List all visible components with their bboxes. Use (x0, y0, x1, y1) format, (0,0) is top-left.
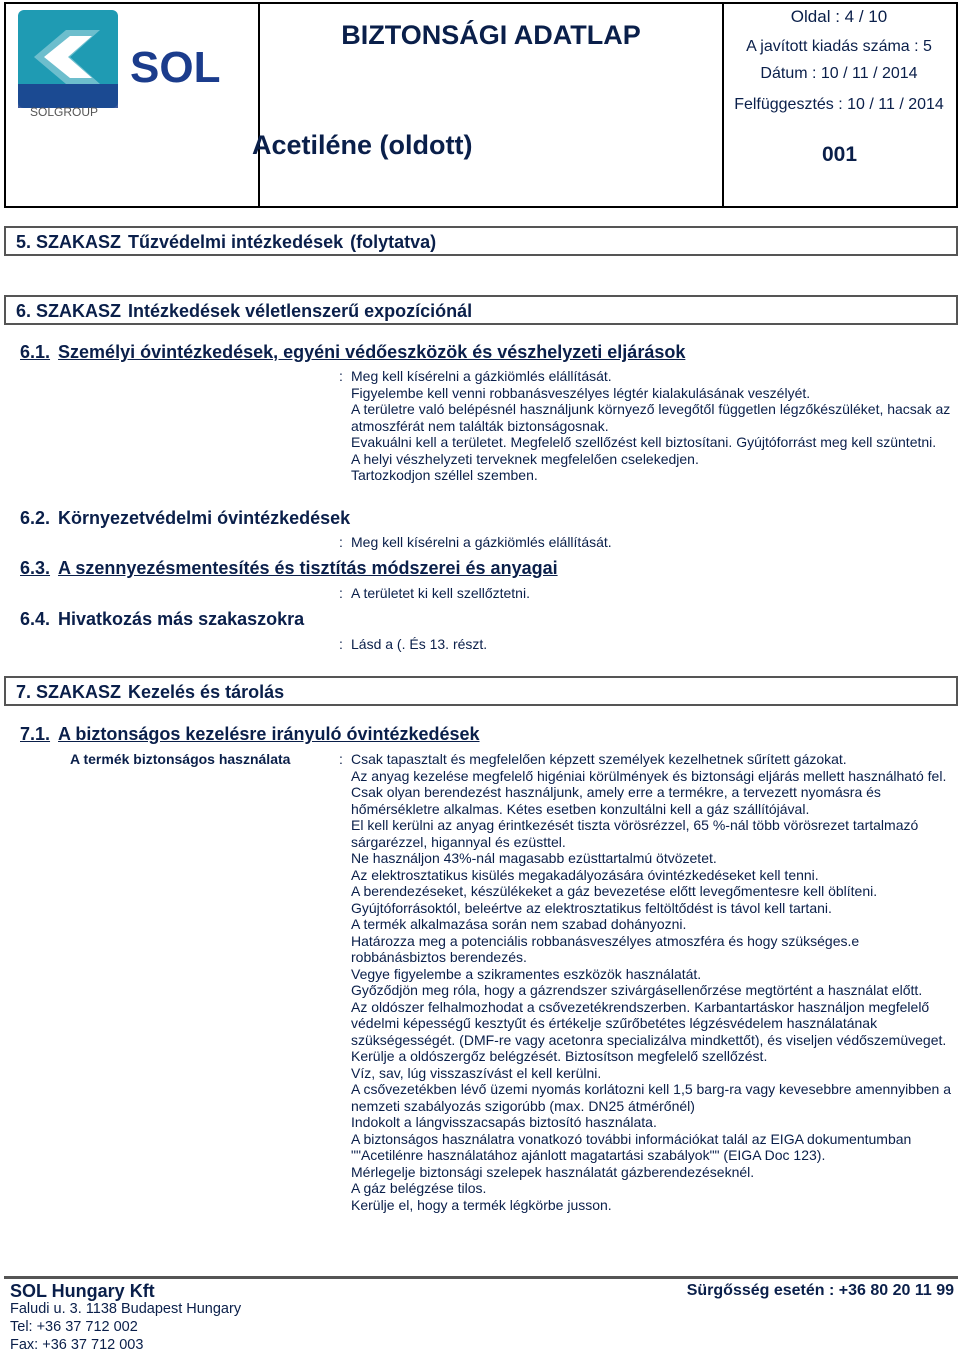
subsection-6-2-colon: : (339, 534, 343, 550)
section-6-bar (4, 295, 958, 325)
revision-number: A javított kiadás száma : 5 (746, 38, 932, 55)
text-line: Tartozkodjon széllel szemben. (351, 467, 538, 483)
logo-text: SOL (130, 43, 221, 92)
text-line: A biztonságos használatra vonatkozó további információkat talál az EIGA dokumentumban ""Acetilénre használatához ajánlott magatartási szabályok"" (EIGA Doc 123). (351, 1130, 912, 1163)
text-line: Mérlegelje biztonsági szelepek használatát gázberendezéseknél. (351, 1163, 755, 1180)
text-line: Csak olyan berendezést használjunk, amely erre a termékre, a tervezett nyomásra és hőmérsékletre alkalmas. Kétes esetben konzultálni kell a gáz szállítójával. (351, 784, 881, 817)
text-line: A csővezetékben lévő üzemi nyomás korlátozni kell 1,5 barg-ra vagy kevesebbre amennyibben a nemzeti szabályozás szigorúbb (max. DN25 átmérőnél) (351, 1081, 951, 1114)
text-line: Víz, sav, lúg visszaszívást el kell kerülni. (351, 1064, 602, 1081)
subsection-6-4-colon: : (339, 636, 343, 652)
text-line: Határozza meg a potenciális robbanásveszélyes atmoszféra és hogy szükséges.e robbánásbiztos berendezés. (351, 932, 860, 965)
product-code: 001 (822, 143, 858, 166)
text-line: Evakuálni kell a területet. Megfelelő szellőzést kell biztosítani. Gyújtóforrást meg kell szüntetni. (351, 434, 937, 450)
sol-logo (4, 2, 254, 202)
subsection-6-2-number: 6.2. (20, 508, 51, 528)
section-5-suffix: (folytatva) (350, 232, 437, 252)
subsection-6-1-text (351, 368, 951, 484)
subsection-6-4-title: Hivatkozás más szakaszokra (58, 609, 305, 629)
subsection-7-1-title: A biztonságos kezelésre irányuló óvintézkedések (58, 724, 480, 744)
page-number: Oldal : 4 / 10 (790, 7, 888, 26)
document-title: BIZTONSÁGI ADATLAP (341, 20, 641, 50)
text-line: Az anyag kezelése megfelelő higéniai körülmények és biztonsági eljárás mellett használható fel. (351, 767, 947, 784)
text-line: El kell kerülni az anyag érintkezését tiszta vörösrézzel, 65 %-nál több vörösrezet tartalmazó sárgarézzel, higannyal és ezüsttel. (351, 817, 919, 850)
logo-subtext: SOLGROUP (30, 105, 99, 119)
text-line: A termék alkalmazása során nem szabad dohányozni. (351, 916, 687, 932)
section-7-bar (4, 676, 958, 706)
section-6-title: Intézkedések véletlenszerű expozíciónál (128, 301, 473, 321)
product-name: Acetiléne (oldott) (252, 130, 473, 160)
section-5-number: 5. SZAKASZ (16, 232, 122, 252)
text-line: Ne használjon 43%-nál magasabb ezüsttartalmú ötvözetet. (351, 850, 717, 866)
section-5-bar (4, 226, 958, 256)
subsection-6-2-heading (20, 508, 350, 529)
subsection-6-1-heading (20, 342, 685, 363)
logo-cell (4, 2, 260, 208)
text-line: Figyelembe kell venni robbanásveszélyes légtér kialakulásának veszélyét. (351, 384, 811, 401)
text-line: Csak tapasztalt és megfelelően képzett személyek kezelhetnek sűrített gázokat. (351, 751, 847, 767)
section-7-number: 7. SZAKASZ (16, 682, 122, 702)
text-line: Meg kell kísérelni a gázkiömlés elállítását. (351, 368, 612, 384)
text-line: Az elektrosztatikus kisülés megakadályozására óvintézkedéseket kell tenni. (351, 866, 819, 883)
section-5-title: Tűzvédelmi intézkedések (128, 232, 344, 252)
supersedes-date: Felfüggesztés : 10 / 11 / 2014 (734, 96, 944, 113)
subsection-7-1-text (351, 751, 951, 1213)
footer-fax: Fax: +36 37 712 003 (10, 1337, 144, 1353)
text-line: A gáz belégzése tilos. (351, 1180, 487, 1196)
revision-date: Dátum : 10 / 11 / 2014 (760, 65, 918, 82)
text-line: Kerülje el, hogy a termék légkörbe jusson. (351, 1196, 612, 1213)
subsection-6-3-text: A területet ki kell szellőztetni. (351, 585, 530, 601)
footer-emergency: Sürgősség esetén : +36 80 20 11 99 (686, 1282, 954, 1299)
subsection-7-1-heading (20, 724, 480, 745)
subsection-6-3-title: A szennyezésmentesítés és tisztítás módszerei és anyagai (58, 558, 558, 578)
footer-company: SOL Hungary Kft (10, 1281, 155, 1301)
footer-tel: Tel: +36 37 712 002 (10, 1319, 138, 1335)
footer-divider (4, 1276, 958, 1279)
text-line: A berendezéseket, készülékeket a gáz bevezetése előtt levegőmentesre kell öblíteni. (351, 883, 878, 899)
subsection-6-4-text: Lásd a (. És 13. részt. (351, 636, 488, 652)
section-7-title: Kezelés és tárolás (128, 682, 285, 702)
subsection-7-1-colon: : (339, 751, 343, 767)
subsection-6-3-colon: : (339, 585, 343, 601)
subsection-6-1-title: Személyi óvintézkedések, egyéni védőeszközök és vészhelyzeti eljárások (58, 342, 686, 362)
subsection-6-4-heading (20, 609, 304, 630)
subsection-7-1-number: 7.1. (20, 724, 51, 744)
safe-use-label: A termék biztonságos használata (70, 751, 291, 767)
text-line: Indokolt a lángvisszacsapás biztosító használata. (351, 1114, 657, 1130)
subsection-6-3-heading (20, 558, 558, 579)
text-line: A helyi vészhelyzeti terveknek megfelelően cselekedjen. (351, 450, 699, 467)
subsection-6-1-number: 6.1. (20, 342, 51, 362)
subsection-6-3-number: 6.3. (20, 558, 51, 578)
text-line: Győződjön meg róla, hogy a gázrendszer szivárgásellenőrzése megtörtént a használat előtt. (351, 982, 923, 998)
text-line: Az oldószer felhalmozhodat a csővezetékrendszerben. Karbantartáskor használjon megfelelő védelmi képességű kesztyűt és értékelje szűrőbetétes légzésvédelem használatának szükségességét. (DMF-re vagy acetonra specializálva mindkettőt), és viseljen védőszemüveget. Kerülje a oldószergőz belégzését. Biztosítson megfelelő szellőzést. (351, 998, 947, 1064)
footer-address: Faludi u. 3. 1138 Budapest Hungary (10, 1301, 242, 1317)
subsection-6-1-colon: : (339, 368, 343, 384)
subsection-6-2-text: Meg kell kísérelni a gázkiömlés elállítását. (351, 534, 612, 550)
text-line: Vegye figyelembe a szikramentes eszközök használatát. (351, 965, 702, 982)
text-line: A területre való belépésnél használjunk környező levegőtől független légzőkészüléket, hacsak az atmoszférát nem találták biztonságosnak. (351, 401, 951, 434)
subsection-6-4-number: 6.4. (20, 609, 51, 629)
section-6-number: 6. SZAKASZ (16, 301, 122, 321)
subsection-6-2-title: Környezetvédelmi óvintézkedések (58, 508, 351, 528)
text-line: Gyújtóforrásoktól, beleértve az elektrosztatikus feltöltődést is távol kell tartani. (351, 899, 832, 916)
